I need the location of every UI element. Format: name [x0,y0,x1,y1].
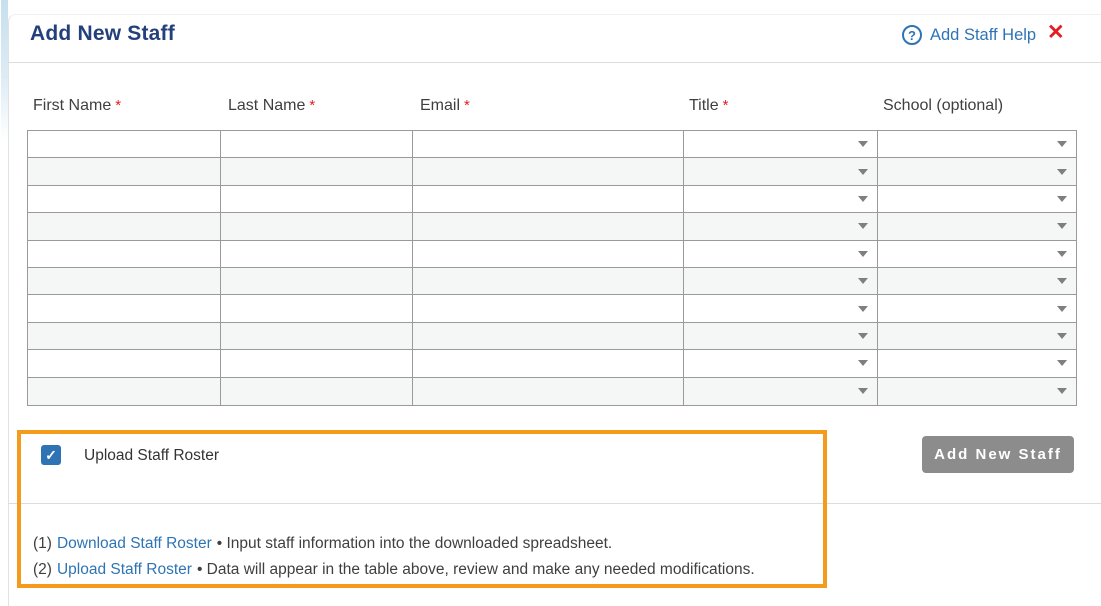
school-select[interactable] [878,268,1076,294]
table-cell [878,350,1076,377]
table-cell [878,186,1076,213]
title-select[interactable] [684,186,877,212]
title-select[interactable] [684,131,877,157]
dropdown-arrow-icon [858,169,868,175]
first-name-input[interactable] [28,241,220,267]
last-name-input[interactable] [221,241,412,267]
school-select[interactable] [878,131,1076,157]
table-cell [221,213,413,240]
table-cell [28,378,221,405]
table-cell [684,295,878,322]
table-cell [221,186,413,213]
column-header-school: School (optional) [883,97,1004,114]
dropdown-arrow-icon [1057,141,1067,147]
title-select[interactable] [684,350,877,376]
table-cell [413,213,684,240]
title-select[interactable] [684,378,877,405]
table-cell [878,241,1076,268]
instruction-text: • Data will appear in the table above, review and make any needed modifications. [196,561,755,578]
table-cell [413,350,684,377]
table-cell [878,131,1076,158]
dropdown-arrow-icon [858,196,868,202]
instruction-line-1 [33,535,612,553]
last-name-input[interactable] [221,295,412,321]
table-cell [221,268,413,295]
school-select[interactable] [878,378,1076,405]
instruction-text: • Input staff information into the downloaded spreadsheet. [216,535,613,552]
table-cell [28,131,221,158]
table-cell [28,241,221,268]
upload-staff-roster-label: Upload Staff Roster [84,447,219,464]
dropdown-arrow-icon [858,251,868,257]
first-name-input[interactable] [28,131,220,157]
table-cell [413,186,684,213]
school-select[interactable] [878,323,1076,349]
instruction-line-2 [33,561,755,579]
table-cell [221,350,413,377]
school-select[interactable] [878,186,1076,212]
table-cell [413,158,684,185]
email-input[interactable] [413,350,683,376]
table-cell [28,213,221,240]
school-select[interactable] [878,241,1076,267]
table-cell [221,378,413,405]
download-staff-roster-link[interactable]: Download Staff Roster [56,535,212,552]
table-cell [684,158,878,185]
dropdown-arrow-icon [1057,278,1067,284]
email-input[interactable] [413,241,683,267]
table-cell [684,378,878,405]
instruction-number: (1) [33,535,52,552]
table-cell [28,186,221,213]
first-name-input[interactable] [28,186,220,212]
table-cell [878,158,1076,185]
check-icon: ✓ [45,446,57,463]
dropdown-arrow-icon [1057,306,1067,312]
school-select[interactable] [878,350,1076,376]
table-cell [413,378,684,405]
last-name-input[interactable] [221,350,412,376]
table-cell [684,131,878,158]
header-divider [8,62,1101,63]
table-cell [684,350,878,377]
dropdown-arrow-icon [1057,196,1067,202]
email-input[interactable] [413,131,683,157]
instruction-number: (2) [33,561,52,578]
table-cell [878,378,1076,405]
email-input[interactable] [413,213,683,239]
table-cell [28,158,221,185]
table-cell [413,295,684,322]
table-cell [221,241,413,268]
school-select[interactable] [878,295,1076,321]
required-asterisk: * [464,97,470,114]
last-name-input[interactable] [221,131,412,157]
title-select[interactable] [684,241,877,267]
column-header-title: Title * [689,97,729,114]
table-cell [684,268,878,295]
table-cell [878,213,1076,240]
table-cell [28,323,221,350]
dropdown-arrow-icon [858,278,868,284]
title-select[interactable] [684,213,877,239]
staff-entry-table [27,130,1077,406]
table-cell [413,323,684,350]
dropdown-arrow-icon [1057,251,1067,257]
table-cell [878,295,1076,322]
table-cell [878,323,1076,350]
email-input[interactable] [413,295,683,321]
table-cell [684,241,878,268]
table-cell [413,131,684,158]
table-cell [28,295,221,322]
title-select[interactable] [684,158,877,184]
dropdown-arrow-icon [1057,360,1067,366]
dropdown-arrow-icon [858,333,868,339]
first-name-input[interactable] [28,295,220,321]
first-name-input[interactable] [28,378,220,405]
table-cell [28,350,221,377]
column-header-last-name: Last Name * [228,97,316,114]
page-title: Add New Staff [30,22,175,45]
title-select[interactable] [684,295,877,321]
question-circle-icon[interactable]: ? [902,25,922,45]
table-cell [878,268,1076,295]
school-select[interactable] [878,158,1076,184]
required-asterisk: * [309,97,316,114]
column-header-first-name: First Name * [33,97,122,114]
table-cell [684,186,878,213]
column-header-email: Email * [420,97,470,114]
email-input[interactable] [413,268,683,294]
table-cell [221,323,413,350]
add-staff-help-link[interactable]: Add Staff Help [930,26,1037,44]
table-cell [413,241,684,268]
table-cell [28,268,221,295]
school-select[interactable] [878,213,1076,239]
table-cell [413,268,684,295]
first-name-input[interactable] [28,213,220,239]
required-asterisk: * [722,97,729,114]
first-name-input[interactable] [28,158,220,184]
upload-staff-roster-checkbox[interactable] [41,445,61,465]
last-name-input[interactable] [221,268,412,294]
dropdown-arrow-icon [858,360,868,366]
dropdown-arrow-icon [1057,333,1067,339]
table-cell [684,213,878,240]
email-input[interactable] [413,378,683,405]
dropdown-arrow-icon [1057,388,1067,394]
dropdown-arrow-icon [1057,169,1067,175]
dropdown-arrow-icon [858,223,868,229]
email-input[interactable] [413,186,683,212]
email-input[interactable] [413,158,683,184]
dropdown-arrow-icon [858,388,868,394]
first-name-input[interactable] [28,350,220,376]
last-name-input[interactable] [221,186,412,212]
upload-staff-roster-link[interactable]: Upload Staff Roster [56,561,192,578]
dropdown-arrow-icon [1057,223,1067,229]
first-name-input[interactable] [28,268,220,294]
table-cell [684,323,878,350]
first-name-input[interactable] [28,323,220,349]
last-name-input[interactable] [221,158,412,184]
table-cell [221,158,413,185]
last-name-input[interactable] [221,378,412,405]
last-name-input[interactable] [221,213,412,239]
email-input[interactable] [413,323,683,349]
dropdown-arrow-icon [858,141,868,147]
dropdown-arrow-icon [858,306,868,312]
add-new-staff-button[interactable]: Add New Staff [922,436,1074,473]
table-cell [221,295,413,322]
last-name-input[interactable] [221,323,412,349]
title-select[interactable] [684,268,877,294]
title-select[interactable] [684,323,877,349]
required-asterisk: * [115,97,122,114]
close-icon[interactable]: ✕ [1047,21,1065,44]
page-edge-strip [1,0,8,140]
table-cell [221,131,413,158]
